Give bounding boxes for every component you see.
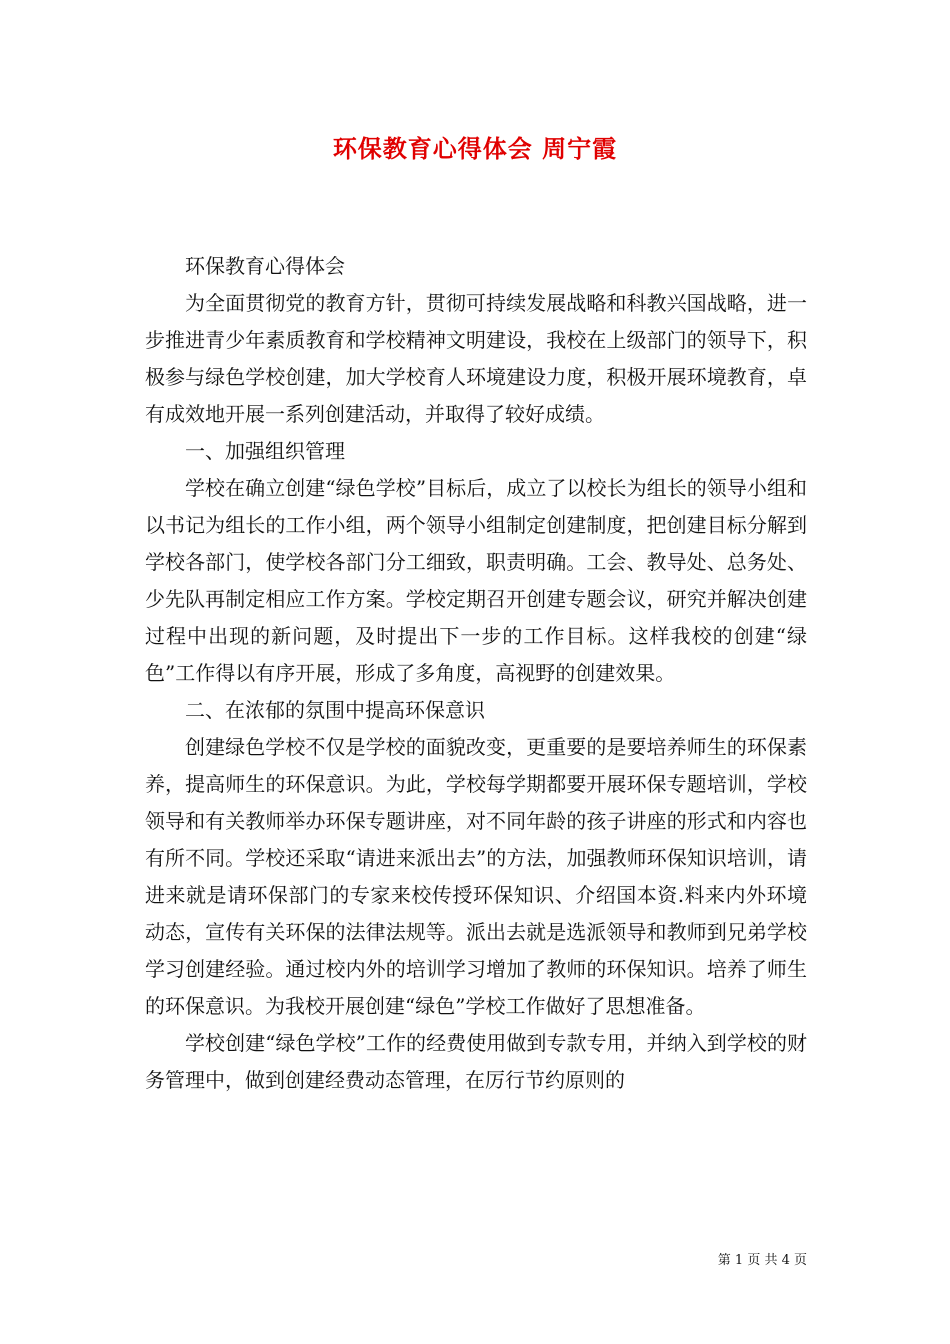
section-heading: 二、在浓郁的氛围中提高环保意识 — [185, 698, 485, 722]
document-body — [145, 248, 807, 1099]
page-number: 第 1 页 共 4 页 — [717, 1253, 807, 1268]
paragraph-heading: 环保教育心得体会 — [185, 254, 345, 278]
paragraph: 创建绿色学校不仅是学校的面貌改变，更重要的是要培养师生的环保素养，提高师生的环保意识。为此，学校每学期都要开展环保专题培训，学校领导和有关教师举办环保专题讲座，对不同年龄的孩子讲座的形式和内容也有所不同。学校还采取“请进来派出去”的方法，加强教师环保知识培训，请进来就是请环保部门的专家来校传授环保知识、介绍国本资.料来内外环境动态，宣传有关环保的法律法规等。派出去就是选派领导和教师到兄弟学校学习创建经验。通过校内外的培训学习增加了教师的环保知识。培养了师生的环保意识。为我校开展创建“绿色”学校工作做好了思想准备。 — [145, 735, 807, 1018]
paragraph: 学校在确立创建“绿色学校”目标后，成立了以校长为组长的领导小组和以书记为组长的工作小组，两个领导小组制定创建制度，把创建目标分解到学校各部门，使学校各部门分工细致，职责明确。工会、教导处、总务处、少先队再制定相应工作方案。学校定期召开创建专题会议，研究并解决创建过程中出现的新问题，及时提出下一步的工作目标。这样我校的创建“绿色”工作得以有序开展，形成了多角度，高视野的创建效果。 — [145, 476, 807, 685]
paragraph: 为全面贯彻党的教育方针，贯彻可持续发展战略和科教兴国战略，进一步推进青少年素质教育和学校精神文明建设，我校在上级部门的领导下，积极参与绿色学校创建，加大学校育人环境建设力度，积极开展环境教育，卓有成效地开展一系列创建活动，并取得了较好成绩。 — [145, 291, 807, 426]
document-title: 环保教育心得体会 周宁霞 — [332, 134, 618, 163]
paragraph: 学校创建“绿色学校”工作的经费使用做到专款专用，并纳入到学校的财务管理中，做到创建经费动态管理，在厉行节约原则的 — [145, 1031, 807, 1092]
section-heading: 一、加强组织管理 — [185, 439, 345, 463]
